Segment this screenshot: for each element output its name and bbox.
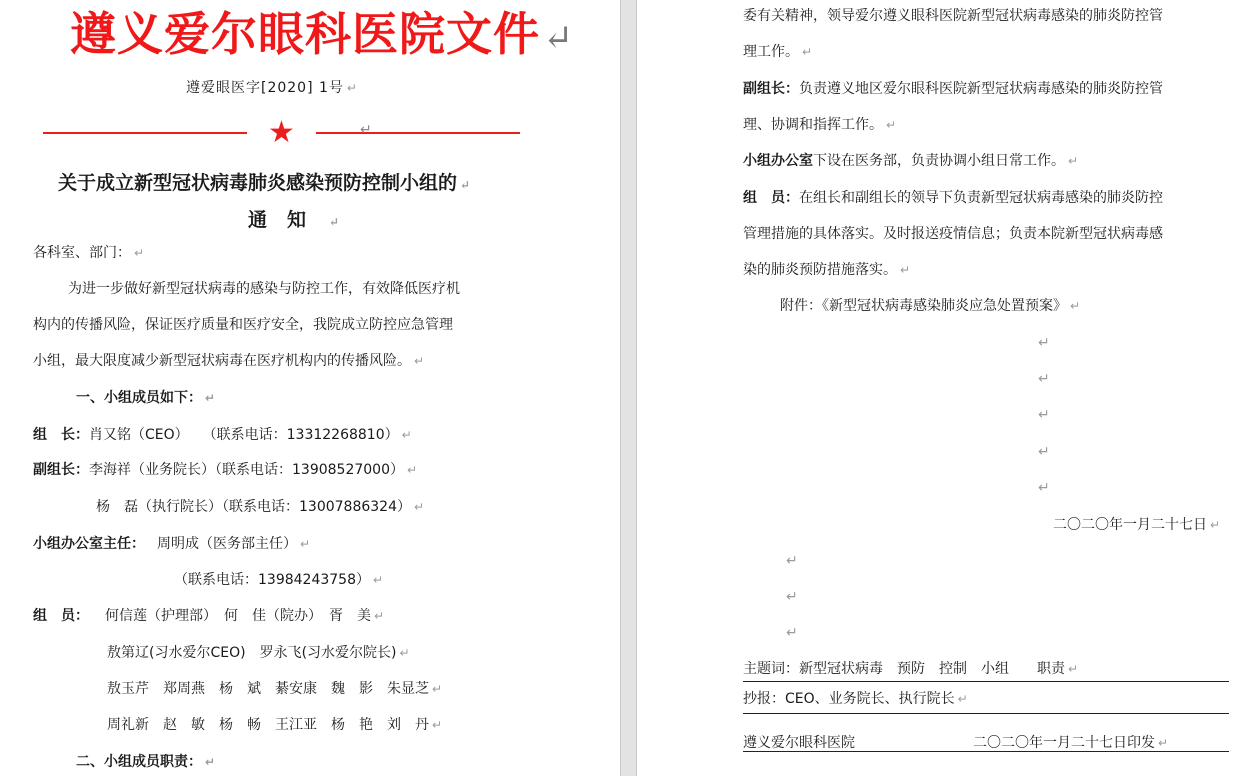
document-number-text: 遵爱眼医字[2020] 1号 bbox=[186, 80, 344, 96]
paragraph-mark: ↵ bbox=[414, 354, 425, 368]
members-row-3 bbox=[107, 679, 442, 699]
issue-date: 二〇二〇年一月二十七日印发 bbox=[973, 735, 1155, 751]
intro-text: 构内的传播风险，保证医疗质量和医疗安全，我院成立防控应急管理 bbox=[33, 317, 453, 333]
paragraph-mark: ↵ bbox=[300, 537, 311, 551]
paragraph-mark: ↵ bbox=[134, 246, 145, 260]
paragraph-mark: ↵ bbox=[1068, 154, 1079, 168]
paragraph-mark: ↵ bbox=[329, 215, 340, 229]
office-phone: （联系电话：13984243758） bbox=[174, 572, 370, 588]
paragraph-mark: ↵ bbox=[460, 178, 471, 192]
section-heading-1 bbox=[76, 388, 215, 408]
section-heading-text: 二、小组成员职责： bbox=[76, 754, 202, 770]
continued-line-2 bbox=[743, 42, 812, 62]
members-text: 敖第辽(习水爱尔CEO) 罗永飞(习水爱尔院长) bbox=[107, 645, 397, 661]
intro-line-1 bbox=[68, 279, 460, 299]
attachment-text: 附件：《新型冠状病毒感染肺炎应急处置预案》 bbox=[780, 298, 1067, 314]
deputy-duty-text: 理、协调和指挥工作。 bbox=[743, 117, 883, 133]
leader-row bbox=[33, 425, 412, 445]
paragraph-mark: ↵ bbox=[406, 463, 418, 477]
issuer-name: 遵义爱尔眼科医院 bbox=[743, 735, 855, 751]
paragraph-mark: ↵ bbox=[1038, 480, 1050, 496]
intro-text: 为进一步做好新型冠状病毒的感染与防控工作，有效降低医疗机 bbox=[68, 281, 460, 297]
paragraph-mark: ↵ bbox=[1038, 407, 1050, 423]
office-phone-row bbox=[174, 570, 383, 590]
signature-date-text: 二〇二〇年一月二十七日 bbox=[1053, 517, 1207, 533]
members-duty-text: 染的肺炎预防措施落实。 bbox=[743, 262, 897, 278]
deputy-row-2 bbox=[96, 497, 424, 517]
paragraph-mark: ↵ bbox=[786, 589, 798, 605]
members-row-2 bbox=[107, 643, 410, 663]
members-row-4 bbox=[107, 715, 442, 735]
office-duty-line bbox=[743, 151, 1078, 171]
paragraph-mark: ↵ bbox=[1038, 335, 1050, 351]
deputy-label: 副组长： bbox=[33, 462, 89, 478]
paragraph-mark: ↵ bbox=[900, 263, 911, 277]
deputy-duty-label: 副组长： bbox=[743, 81, 799, 97]
members-text: 何信莲（护理部） 何 佳（院办） 胥 美 bbox=[105, 608, 371, 624]
leader-label: 组 长： bbox=[33, 427, 89, 443]
paragraph-mark: ↵ bbox=[413, 500, 425, 514]
office-label: 小组办公室主任： bbox=[33, 536, 145, 552]
subject-underline bbox=[743, 681, 1229, 682]
intro-text: 小组，最大限度减少新型冠状病毒在医疗机构内的传播风险。 bbox=[33, 353, 411, 369]
members-text: 敖玉芹 郑周燕 杨 斌 綦安康 魏 影 朱显芝 bbox=[107, 681, 429, 697]
paragraph-mark: ↵ bbox=[360, 122, 372, 138]
cc-line bbox=[743, 689, 968, 709]
red-rule-right bbox=[316, 132, 520, 134]
paragraph-mark: ↵ bbox=[1210, 518, 1221, 532]
paragraph-mark: ↵ bbox=[802, 45, 813, 59]
paragraph-mark: ↵ bbox=[786, 625, 798, 641]
notice-title-line2-text: 通知 bbox=[248, 209, 327, 231]
members-duty-line-2 bbox=[743, 224, 1163, 244]
deputy-duty-text: 负责遵义地区爱尔眼科医院新型冠状病毒感染的肺炎防控管 bbox=[799, 81, 1163, 97]
office-row bbox=[33, 534, 310, 554]
paragraph-mark: ↵ bbox=[372, 573, 384, 587]
cc-text: 抄报：CEO、业务院长、执行院长 bbox=[743, 691, 955, 707]
members-label: 组 员： bbox=[33, 608, 89, 624]
paragraph-mark: ↵ bbox=[374, 609, 385, 623]
members-duty-label: 组 员： bbox=[743, 190, 799, 206]
intro-line-3 bbox=[33, 351, 424, 371]
members-duty-line-3 bbox=[743, 260, 910, 280]
continued-text: 委有关精神，领导爱尔遵义眼科医院新型冠状病毒感染的肺炎防控管 bbox=[743, 8, 1163, 24]
paragraph-mark: ↵ bbox=[432, 682, 443, 696]
paragraph-mark: ↵ bbox=[205, 391, 216, 405]
notice-title-line1: 关于成立新型冠状病毒肺炎感染预防控制小组的 bbox=[58, 172, 458, 194]
paragraph-mark: ↵ bbox=[886, 118, 897, 132]
red-rule-left bbox=[43, 132, 247, 134]
section-heading-2 bbox=[76, 752, 215, 772]
paragraph-mark: ↵ bbox=[346, 81, 358, 95]
document-title bbox=[70, 2, 590, 71]
document-number bbox=[186, 78, 358, 98]
paragraph-mark: ↵ bbox=[1038, 444, 1050, 460]
members-duty-text: 管理措施的具体落实。及时报送疫情信息；负责本院新型冠状病毒感 bbox=[743, 226, 1163, 242]
document-title-text: 遵义爱尔眼科医院文件 bbox=[70, 7, 540, 61]
issuer-line bbox=[743, 733, 1168, 753]
paragraph-mark: ↵ bbox=[432, 718, 443, 732]
document-page-1 bbox=[0, 0, 620, 776]
deputy-duty-line-1 bbox=[743, 79, 1163, 99]
page-gutter bbox=[620, 0, 637, 776]
members-text: 周礼新 赵 敏 杨 畅 王江亚 杨 艳 刘 丹 bbox=[107, 717, 429, 733]
paragraph-mark: ↵ bbox=[1070, 299, 1081, 313]
continued-line-1 bbox=[743, 6, 1163, 26]
notice-title bbox=[58, 168, 470, 195]
paragraph-mark: ↵ bbox=[401, 428, 412, 442]
signature-date bbox=[1053, 515, 1220, 535]
deputy-value: 杨 磊（执行院长）（联系电话：13007886324） bbox=[96, 499, 411, 515]
deputy-row-1 bbox=[33, 460, 417, 480]
paragraph-mark: ↵ bbox=[399, 646, 410, 660]
salutation-text: 各科室、部门： bbox=[33, 245, 131, 261]
subject-words bbox=[743, 659, 1078, 679]
office-duty-label: 小组办公室 bbox=[743, 153, 813, 169]
paragraph-mark: ↵ bbox=[543, 18, 575, 59]
section-heading-text: 一、小组成员如下： bbox=[76, 390, 202, 406]
attachment-line bbox=[780, 296, 1080, 316]
paragraph-mark: ↵ bbox=[786, 553, 798, 569]
paragraph-mark: ↵ bbox=[205, 755, 216, 769]
deputy-duty-line-2 bbox=[743, 115, 896, 135]
notice-title-line2 bbox=[248, 205, 339, 232]
document-page-2 bbox=[637, 0, 1253, 776]
office-value: 周明成（医务部主任） bbox=[157, 536, 297, 552]
continued-text: 理工作。 bbox=[743, 44, 799, 60]
deputy-value: 李海祥（业务院长）（联系电话：13908527000） bbox=[89, 462, 404, 478]
intro-line-2 bbox=[33, 315, 453, 335]
members-duty-line-1 bbox=[743, 188, 1163, 208]
office-duty-text: 下设在医务部，负责协调小组日常工作。 bbox=[813, 153, 1065, 169]
paragraph-mark: ↵ bbox=[957, 692, 968, 706]
paragraph-mark: ↵ bbox=[1068, 662, 1079, 676]
salutation bbox=[33, 243, 144, 263]
issuer-underline bbox=[743, 751, 1229, 752]
subject-words-text: 主题词：新型冠状病毒 预防 控制 小组 职责 bbox=[743, 661, 1065, 677]
red-star-icon: ★ bbox=[268, 115, 295, 150]
paragraph-mark: ↵ bbox=[1038, 371, 1050, 387]
members-row-1 bbox=[33, 606, 384, 626]
leader-value: 肖又铭（CEO） （联系电话：13312268810） bbox=[89, 427, 399, 443]
members-duty-text: 在组长和副组长的领导下负责新型冠状病毒感染的肺炎防控 bbox=[799, 190, 1163, 206]
paragraph-mark: ↵ bbox=[1158, 736, 1169, 750]
cc-underline bbox=[743, 713, 1229, 714]
